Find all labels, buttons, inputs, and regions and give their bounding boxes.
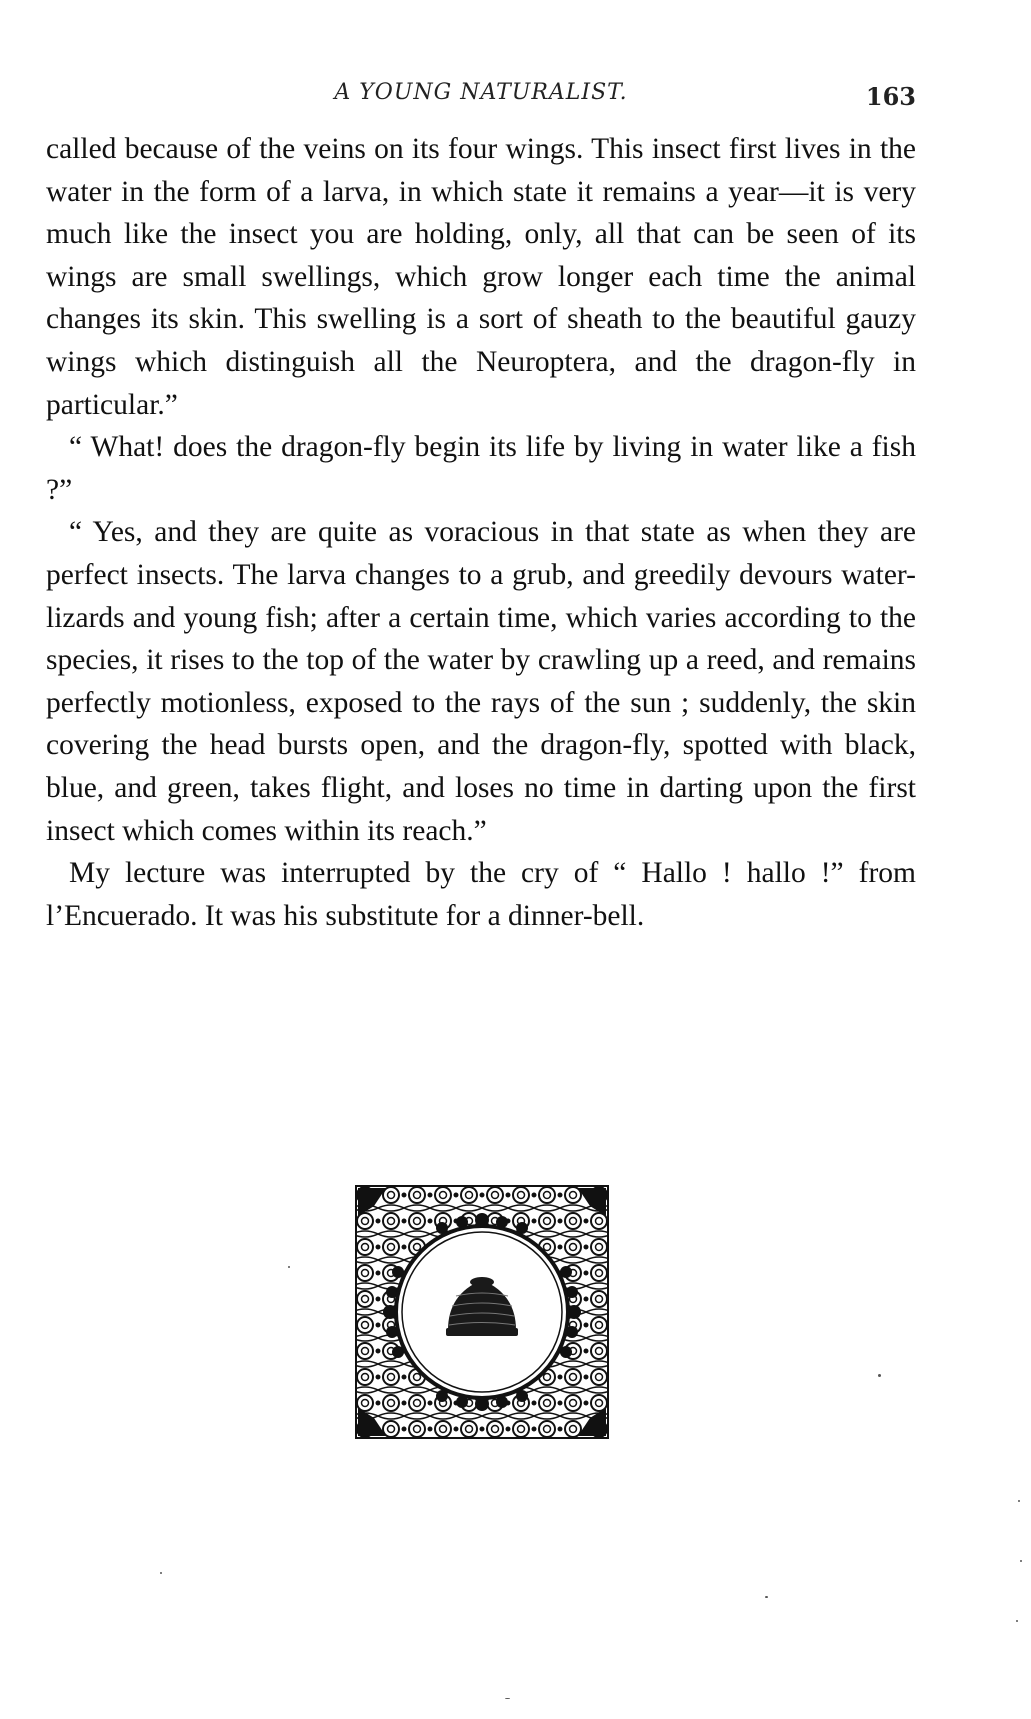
running-head — [46, 78, 916, 110]
paragraph-continued: called because of the veins on its four wings. This insect first lives in the water in the form of a larva, in which state it remains a year—it is very much like the insect you are holding, only, all that can be seen of its wings are small swellings, which grow longer each time the animal changes its skin. This swelling is a sort of sheath to the beautiful gauzy wings which distinguish all the Neuroptera, and the dragon-fly in particular.” — [46, 133, 916, 421]
paper-speck — [160, 1572, 162, 1574]
paper-speck — [878, 1374, 881, 1377]
paper-speck — [505, 1698, 510, 1699]
paper-speck — [1016, 1620, 1018, 1622]
paragraph-answer: “ Yes, and they are quite as voracious in that state as when they are perfect insects. The larva changes to a grub, and greedily devours water-lizards and young fish; after a certain time, which varies according to the species, it rises to the top of the water by crawling up a reed, and remains perfectly motionless, exposed to the rays of the sun ; suddenly, the skin covering the head bursts open, and the dragon-fly, spotted with black, blue, and green, takes flight, and loses no time in darting upon the first insect which comes within its reach.” — [46, 516, 916, 847]
paper-speck — [1020, 1560, 1022, 1562]
body-text — [46, 128, 916, 937]
running-title: A YOUNG NATURALIST. — [334, 80, 628, 105]
paper-speck — [288, 1266, 290, 1268]
page-number: 163 — [865, 82, 916, 111]
paper-speck — [1018, 1500, 1020, 1502]
paragraph-closing: My lecture was interrupted by the cry of “ Hallo ! hallo !” from l’Encuerado. It was his substitute for a dinner-bell. — [46, 857, 916, 932]
beehive-vignette-icon — [352, 1182, 612, 1442]
paragraph-question: “ What! does the dragon-fly begin its life by living in water like a fish ?” — [46, 431, 916, 506]
paper-speck — [765, 1596, 768, 1598]
